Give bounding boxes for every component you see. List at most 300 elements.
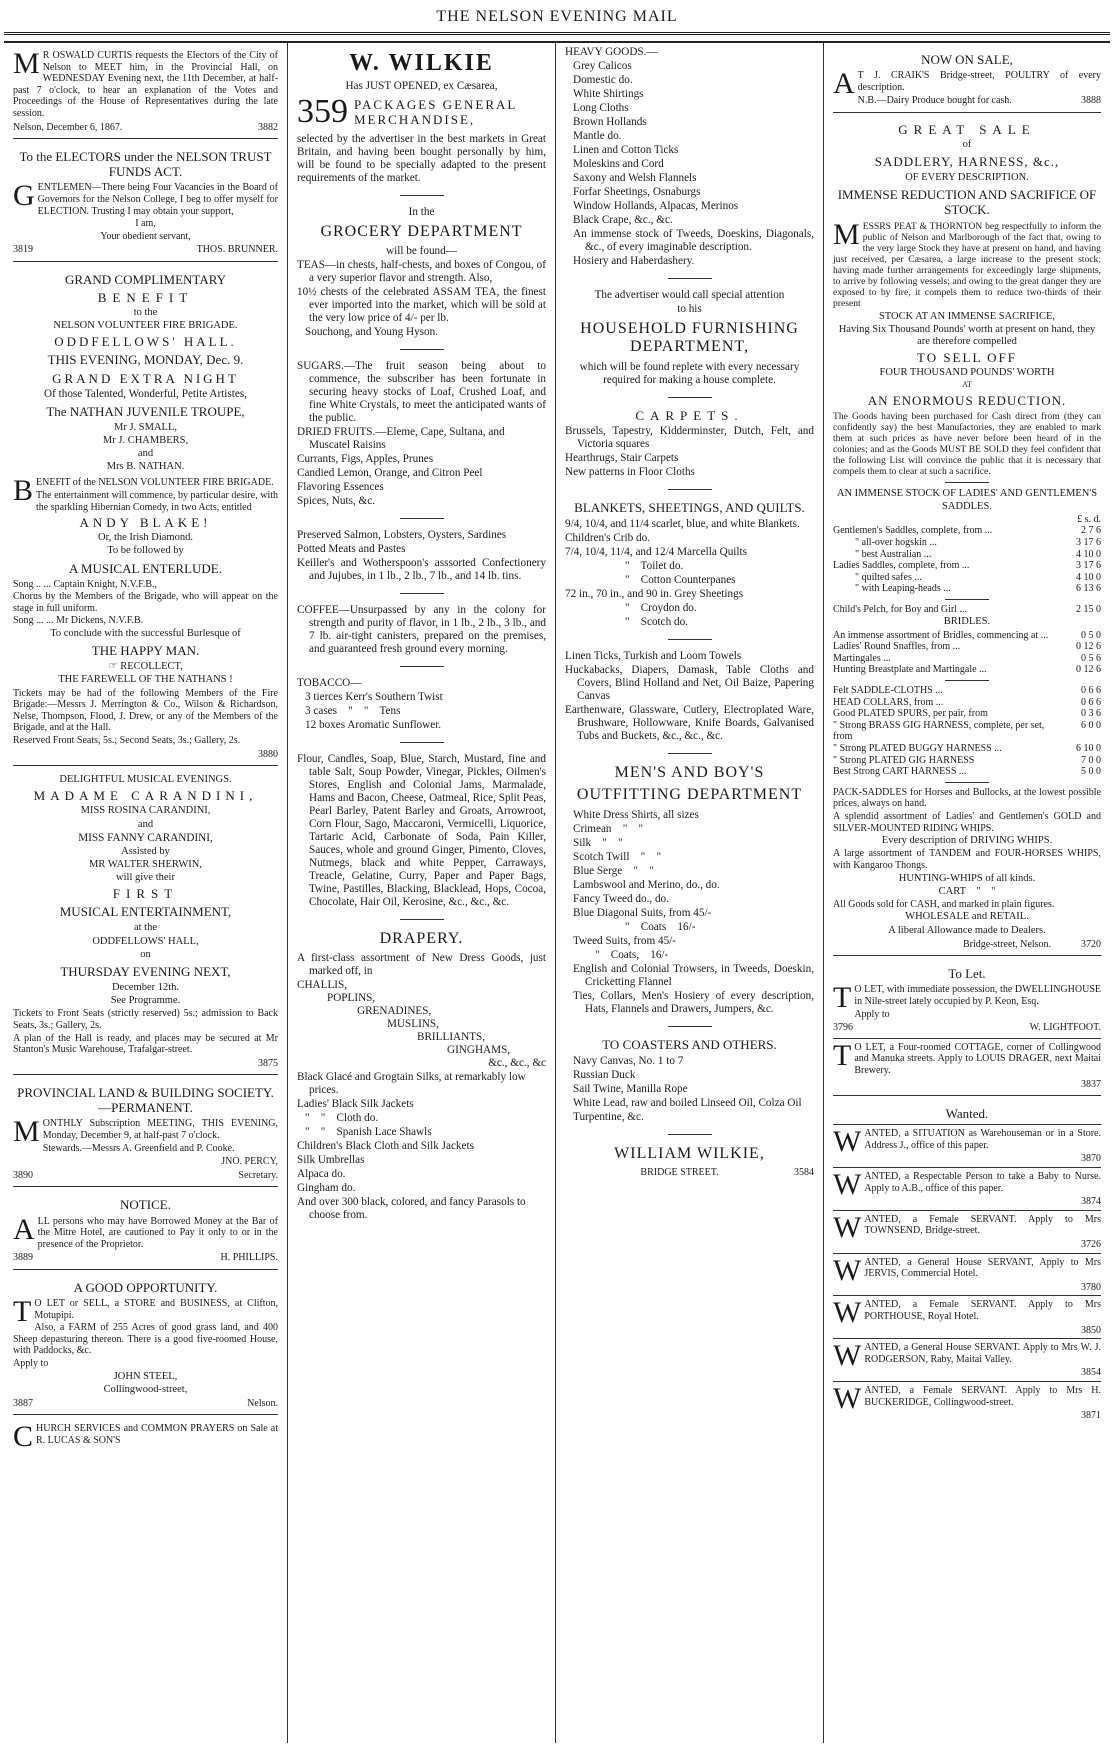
benefit-l1: GRAND COMPLIMENTARY [64,271,227,287]
wilkie-teas-1: TEAS—in chests, half-chests, and boxes of Congou, of a very superior flavor and strength. Also, [297,259,546,285]
felt-price: 0 6 6 [1081,685,1101,697]
separator [400,593,444,594]
mens-item-1: Crimean " " [573,822,644,835]
sale-signoff [833,939,1101,951]
musical-l1: MADAME CARANDINI, [33,788,258,804]
wilkie-fabric-6: &c., &c., &c [488,1057,546,1070]
sale-p8: The Goods having been purchased for Cash direct from (they can confidently say) the best Manufactories, they are enabled to mark them at such prices as have never before been heard of in the colonies; and as the Goods MUST BE SOLD they feel confident that the following List will convince the public that it is necessary that compels them to clear at such a sacrifice. [833,410,1101,478]
table-row [833,560,1101,572]
column-2 [288,43,556,1743]
column-1 [4,43,288,1743]
separator [668,639,712,640]
wilkie-preserved-1: Potted Meats and Pastes [297,543,406,556]
musical-l4: MISS FANNY CARANDINI, [78,831,213,844]
wanted-item [833,1124,1101,1167]
table-row [833,743,1101,755]
provincial-signoff [13,1170,278,1182]
wilkie-tobacco-1: 3 tierces Kerr's Southern Twist [305,691,443,704]
ad-notice [13,1191,278,1269]
saddle-desc: " quilted safes ... [855,571,922,583]
tolet-num-2: 3837 [1081,1078,1101,1090]
heavy-item-7: Moleskins and Cord [573,157,664,170]
separator [400,666,444,667]
benefit-l9: The NATHAN JUVENILE TROUPE, [46,403,245,419]
wilkie-fruit-0: DRIED FRUITS.—Eleme, Cape, Sultana, and Muscatel Raisins [297,426,505,452]
benefit-song-3: Song ... ... Mr Dickens, N.V.F.B. [13,615,144,627]
blanket-item-0: 9/4, 10/4, and 11/4 scarlet, blue, and white Blankets. [565,517,800,530]
mens-heading-1: MEN'S AND BOY'S [614,763,765,781]
wilkie-teas-2: 10½ chests of the celebrated ASSAM TEA, the finest ever imported into the market, which will be sold at the very low price of 4/- per lb. [297,286,546,325]
wilkie-in-the: In the [408,205,435,218]
separator [400,919,444,920]
benefit-l7: GRAND EXTRA NIGHT [52,370,239,386]
benefit-num: 3880 [258,748,278,760]
opportunity-name: JOHN STEEL, [113,1370,178,1382]
coaster-item-3: White Lead, raw and boiled Linseed Oil, Colza Oil [573,1096,802,1109]
table-row [833,664,1101,676]
craik-heading: NOW ON SALE, [921,52,1013,67]
mens-item-9: Tweed Suits, from 45/- [573,934,676,947]
benefit-p12: Reserved Front Seats, 5s.; Second Seats, 3s.; Gallery, 2s. [13,734,241,746]
blanket-item-5: 72 in., 70 in., and 90 in. Grey Sheetings [565,587,744,600]
bridle-desc: Ladies' Round Snaffles, from ... [833,641,961,653]
ad-electors [13,143,278,262]
saddle-price: 3 17 6 [1076,560,1101,572]
mens-item-7: Blue Diagonal Suits, from 45/- [573,906,712,919]
table-row [833,697,1101,709]
column-3 [556,43,824,1743]
heavy-item-1: Domestic do. [573,73,633,86]
musical-p2: A plan of the Hall is ready, and places may be secured at Mr Stanton's Music Warehouse, Trafalgar-street. [13,1032,278,1056]
bridles-heading: BRIDLES. [943,616,991,628]
wilkie-packages-block [297,92,546,130]
bridles-table [833,630,1101,676]
wilkie-drapery-item-6: Alpaca do. [297,1168,346,1181]
table-row [833,720,1101,743]
felt-desc: Felt SADDLE-CLOTHS ... [833,685,943,697]
ad-church [13,1419,278,1452]
benefit-l12: and [137,448,154,460]
benefit-p1: BENEFIT of the NELSON VOLUNTEER FIRE BRIGADE. [13,474,274,508]
provincial-num: 3890 [13,1169,33,1181]
provincial-sig-row [13,1156,278,1168]
felt-price: 7 0 0 [1081,754,1101,766]
sale-l3: SADDLERY, HARNESS, &c., [874,154,1060,170]
sale-p6: AT [962,380,972,390]
sale-p3: Having Six Thousand Pounds' worth at present on hand, they are therefore compelled [838,323,1096,347]
table-row [833,572,1101,584]
benefit-l8: Of those Talented, Wonderful, Petite Artistes, [44,387,247,400]
wilkie-fabric-3: MUSLINS, [387,1018,439,1031]
curtis-num: 3882 [258,121,278,133]
wilkie-tobacco-2: 3 cases " " Tens [305,705,401,717]
wanted-item [833,1381,1101,1424]
mens-item-0: White Dress Shirts, all sizes [573,808,699,821]
opportunity-apply: Apply to [13,1357,49,1369]
table-row [833,766,1101,778]
opportunity-text: TO LET or SELL, a STORE and BUSINESS, at Clifton, Motupipi. [13,1294,278,1328]
table-row [833,549,1101,561]
notice-text: ALL persons who may have Borrowed Money at the Bar of the Mitre Hotel, are cautioned to Pay it only to or in the presence of the Proprietor. [13,1212,278,1250]
household-replete: which will be found replete with every necessary required for making a house complete. [579,360,800,386]
separator [668,489,712,490]
craik-nb: N.B.—Dairy Produce bought for cash. [857,95,1012,107]
table-row [833,537,1101,549]
sale-l1: GREAT SALE [898,121,1036,137]
wilkie-drapery-intro: A first-class assortment of New Dress Goods, just marked off, in [297,952,546,978]
heavy-item-0: Grey Calicos [573,59,632,72]
bridle-desc: Martingales ... [833,652,891,664]
notice-sig: H. PHILLIPS. [220,1252,278,1264]
bridle-desc: Hunting Breastplate and Martingale ... [833,664,987,676]
benefit-p10: THE FAREWELL OF THE NATHANS ! [58,674,233,686]
separator [400,518,444,519]
curtis-text: MR OSWALD CURTIS requests the Electors of the City of Nelson to MEET him, in the Provincial Hall, on WEDNESDAY Evening next, the 11th December, at half-past 7 o'clock, to hear an explanation of the Votes and Proceedings of the House of Representatives during the late session. [13,47,278,119]
separator [668,397,712,398]
wilkie-drapery-item-2: " " Cloth do. [305,1112,379,1125]
musical-l7: will give their [116,872,175,884]
wilkie-intro: selected by the advertiser in the best markets in Great Britain, and having been bought personally by him, will be found to be specially adapted to the present requirements of the market. [297,132,546,184]
wilkie-fabric-2: GRENADINES, [357,1005,432,1018]
sale-p4: TO SELL OFF [916,350,1017,366]
musical-signoff [13,1058,278,1070]
heavy-goods-heading: HEAVY GOODS.— [565,46,658,58]
provincial-stewards: Stewards.—Messrs A. Greenfield and P. Cooke. [42,1142,235,1154]
benefit-signoff [13,749,278,761]
craik-text: AT J. CRAIK'S Bridge-street, POULTRY of every description. [833,67,1101,101]
mens-item-5: Lambswool and Merino, do., do. [573,878,720,891]
separator [945,782,989,783]
benefit-song-1: Song .. ... Captain Knight, N.V.F.B., [13,578,158,590]
ad-to-let [833,960,1101,1096]
blanket-item-2: 7/4, 10/4, 11/4, and 12/4 Marcella Quilts [565,545,747,558]
felt-price: 0 6 6 [1081,696,1101,708]
ad-craik [833,46,1101,113]
musical-l2: MISS ROSINA CARANDINI, [80,805,211,817]
electors-sig: THOS. BRUNNER. [196,244,278,256]
sale-driving: Every description of DRIVING WHIPS. [881,835,1053,847]
blankets-heading: BLANKETS, SHEETINGS, AND QUILTS. [574,499,805,515]
ad-opportunity [13,1274,278,1416]
felt-table [833,685,1101,778]
musical-l5: Assisted by [121,845,170,857]
heavy-item-6: Linen and Cotton Ticks [573,143,679,156]
musical-l14: December 12th. [111,982,180,994]
tolet-signoff-1 [833,1022,1101,1034]
benefit-l2: BENEFIT [97,289,194,305]
wilkie-fruit-4: Spices, Nuts, &c. [297,495,375,508]
heavy-item-13: Hosiery and Haberdashery. [573,254,695,267]
mens-item-6: Fancy Tweed do., do. [573,892,669,905]
curtis-signoff [13,122,278,134]
child-price: 2 15 0 [1076,603,1101,615]
carpet-item-1: Hearthrugs, Stair Carpets [565,451,679,464]
heavy-item-10: Window Hollands, Alpacas, Merinos [573,199,739,212]
wanted-num: 3850 [1081,1324,1101,1336]
benefit-l13: Mrs B. NATHAN. [106,461,185,473]
benefit-p11: Tickets may be had of the following Members of the Fire Brigade:—Messrs J. Merrington & Co., Wilson & Richardson, Nelse, Thompson, Flood, J. Drew, or any of the Members of the Brigade, and at the Hall. [13,687,278,734]
wanted-item [833,1253,1101,1296]
saddle-desc: " all-over hogskin ... [855,536,937,548]
wilkie-fabric-1: POPLINS, [327,992,376,1005]
wanted-text: WANTED, a General House SERVANT, Apply to Mrs JERVIS, Commercial Hotel. [833,1253,1101,1287]
heavy-item-12: An immense stock of Tweeds, Doeskins, Diagonals, &c., of every imaginable description. [573,227,814,253]
attention-1: The advertiser would call special attention [594,288,785,301]
table-row [833,525,1101,537]
table-row [833,685,1101,697]
provincial-sig1: JNO. PERCY, [221,1156,278,1168]
opportunity-place: Nelson. [247,1397,278,1409]
wilkie-drapery: DRAPERY. [379,929,464,947]
mens-item-12: Ties, Collars, Men's Hosiery of every description, Hats, Flannels and Drawers, Jumpers, &c. [573,989,814,1015]
saddle-desc: Gentlemen's Saddles, complete, from ... [833,525,993,537]
church-text: CHURCH SERVICES and COMMON PRAYERS on Sale at R. LUCAS & SON'S [13,1420,278,1454]
musical-l9: MUSICAL ENTERTAINMENT, [59,904,232,920]
tolet-sig-1: W. LIGHTFOOT. [1029,1022,1101,1034]
attention-2: to his [677,302,702,315]
sale-lsd: £ s. d. [1077,513,1101,525]
saddles-table [833,525,1101,595]
wanted-heading: Wanted. [945,1106,989,1122]
craik-signoff [858,95,1101,107]
heavy-item-8: Saxony and Welsh Flannels [573,171,697,184]
felt-desc: HEAD COLLARS, from ... [833,696,944,708]
wanted-num: 3871 [1081,1410,1101,1422]
carpet-item-0: Brussels, Tapestry, Kidderminster, Dutch, Felt, and Victoria squares [565,424,814,450]
table-row [833,653,1101,665]
wilkie-drapery-item-4: Children's Black Cloth and Silk Jackets [297,1140,474,1153]
bridle-price: 0 5 0 [1081,629,1101,641]
bridle-desc: An immense assortment of Bridles, commencing at ... [833,629,1049,641]
wanted-text: WANTED, a Female SERVANT. Apply to Mrs TOWNSEND, Bridge-street. [833,1210,1101,1244]
wilkie-grocery: GROCERY DEPARTMENT [320,222,523,240]
mens-item-2: Silk " " [573,836,623,849]
separator [668,1026,712,1027]
wilkie-fruit-1: Currants, Figs, Apples, Prunes [297,453,434,466]
separator [400,195,444,196]
bridle-price: 0 12 6 [1076,641,1101,653]
tolet-text-2: TO LET, a Four-roomed COTTAGE, corner of Collingwood and Manuka streets. Apply to LOUIS DRAGER, next Maitai Brewery. [833,1038,1101,1077]
sale-l5: IMMENSE REDUCTION AND SACRIFICE OF STOCK. [837,187,1097,218]
benefit-song-2: Chorus by the Members of the Brigade, who will appear on the stage in full uniform. [13,591,278,614]
heavy-item-9: Forfar Sheetings, Osnaburgs [573,185,701,198]
sale-wholesale: WHOLESALE and RETAIL. [905,911,1029,923]
wwilkie-name: WILLIAM WILKIE, [614,1144,765,1162]
electors-closing-2: Your obedient servant, [100,230,191,242]
table-row [833,630,1101,642]
wanted-num: 3854 [1081,1367,1101,1379]
saddle-price: 6 13 6 [1076,583,1101,595]
ad-benefit [13,266,278,766]
linen-item-1: Huckabacks, Diapers, Damask, Table Cloths and Covers, Blind Holland and Net, Oil Baize, Papering Canvas [565,663,814,702]
carpet-item-2: New patterns in Floor Cloths [565,465,695,478]
wanted-text: WANTED, a SITUATION as Warehouseman or in a Store. Address J., office of this paper. [833,1125,1101,1159]
sale-num: 3720 [1081,938,1101,950]
separator [400,742,444,743]
musical-l12: on [140,948,151,960]
sale-whips: A splendid assortment of Ladies' and Gentlemen's GOLD and SILVER-MOUNTED RIDING WHIPS. [833,810,1101,834]
separator [668,753,712,754]
separator [945,599,989,600]
provincial-text: MONTHLY Subscription MEETING, THIS EVENING, Monday, December 9, at half-past 7 o'clock. [13,1115,278,1149]
musical-l10: at the [133,922,158,934]
benefit-l4: NELSON VOLUNTEER FIRE BRIGADE. [53,320,238,332]
electors-num: 3819 [13,244,33,256]
heavy-item-11: Black Crape, &c., &c. [573,213,673,226]
notice-num: 3889 [13,1252,33,1264]
mens-item-8: " Coats 16/- [625,920,696,933]
wanted-item [833,1167,1101,1210]
mens-heading-2: OUTFITTING DEPARTMENT [576,786,803,804]
saddle-price: 4 10 0 [1076,548,1101,560]
sale-pack: PACK-SADDLES for Horses and Bullocks, at the lowest possible prices, always on hand. [833,786,1101,810]
wanted-item [833,1295,1101,1338]
electors-signoff [13,244,278,256]
sale-p7: AN ENORMOUS REDUCTION. [867,392,1067,408]
electors-closing-1: I am, [135,218,156,230]
sale-l2: of [962,138,972,150]
wilkie-drapery-item-1: Ladies' Black Silk Jackets [297,1098,414,1111]
wwilkie-num: 3584 [794,1167,814,1179]
sale-allowance: A liberal Allowance made to Dealers. [888,924,1046,936]
wilkie-tobacco: TOBACCO— [297,677,362,690]
wanted-signoff [864,1282,1101,1294]
sale-cart: CART " " [938,885,996,897]
tolet-heading: To Let. [948,966,986,982]
curtis-date: Nelson, December 6, 1867. [13,121,123,133]
newspaper-page [0,43,1114,1743]
felt-price: 6 10 0 [1076,742,1101,754]
heavy-item-2: White Shirtings [573,87,644,100]
blanket-item-6: " Croydon do. [625,601,697,614]
ad-provincial [13,1079,278,1187]
benefit-p3: ANDY BLAKE! [79,515,212,531]
wanted-text: WANTED, a General House SERVANT. Apply to Mrs W. J. RODGERSON, Raby, Maitai Valley. [833,1339,1101,1373]
sale-hunting: HUNTING-WHIPS of all kinds. [898,872,1036,884]
coaster-item-0: Navy Canvas, No. 1 to 7 [573,1054,684,1067]
saddle-price: 3 17 6 [1076,536,1101,548]
sale-stock-heading: AN IMMENSE STOCK OF LADIES' AND GENTLEMEN'S SADDLES. [836,488,1098,512]
electors-text: GENTLEMEN—There being Four Vacancies in the Board of Governors for the Nelson College, I beg to offer myself for ELECTION. Trusting I may obtain your support, [13,179,278,217]
benefit-l5: ODDFELLOWS' HALL. [54,334,237,350]
wilkie-teas-3: Souchong, and Young Hyson. [305,326,439,339]
wanted-text: WANTED, a Respectable Person to take a Baby to Nurse. Apply to A.B., office of this paper. [833,1168,1101,1202]
wilkie-found: will be found— [386,245,457,258]
wilkie-drapery-item-3: " " Spanish Lace Shawls [305,1126,432,1139]
wilkie-fabric-5: GINGHAMS, [447,1044,511,1057]
wilkie-fabric-4: BRILLIANTS, [417,1031,486,1044]
musical-num: 3875 [258,1057,278,1069]
musical-heading: DELIGHTFUL MUSICAL EVENINGS. [59,774,232,786]
benefit-l6: THIS EVENING, MONDAY, Dec. 9. [47,352,244,368]
wanted-signoff [864,1153,1101,1165]
wilkie-drapery-item-7: Gingham do. [297,1182,356,1195]
wilkie-fabric-0: CHALLIS, [297,979,348,992]
wilkie-flour: Flour, Candles, Soap, Blue, Starch, Mustard, fine and table Salt, Soup Powder, Vinegar, Pickles, Oilmen's Stores, English and Colonial Jams, Marmalade, Hams and Bacon, Cheese, Oatmeal, Rice, Split Peas, Pearl Barley, Patent Barley and Groats, Arrowroot, Corn Flour, Sago, Maccaroni, Vermicelli, Liquorice, Tartaric Acid, Carbonate of Soda, Pain Killer, Sauces, whole and ground Ginger, Pimento, Cloves, Nutmegs, black and white Pepper, Carraways, Treacle, Gelatine, Curry, Paper and Paper Bags, Twine, Pastilles, Blacking, Blacklead, Hops, Cocoa, Chocolate, Hair Oil, Kerosine, &c., &c., &c. [297,752,546,908]
blanket-item-4: " Cotton Counterpanes [625,573,736,586]
wilkie-tobacco-3: 12 boxes Aromatic Sunflower. [305,718,442,731]
heavy-item-3: Long Cloths [573,101,629,114]
bridle-price: 0 5 6 [1081,652,1101,664]
separator [945,680,989,681]
mens-item-10: " Coats, 16/- [595,948,669,961]
benefit-l10: Mr J. SMALL, [113,421,177,433]
benefit-p7: To conclude with the successful Burlesque of [50,628,241,640]
tolet-apply: Apply to [854,1008,890,1020]
wwilkie-signoff [565,1167,814,1179]
provincial-heading: PROVINCIAL LAND & BUILDING SOCIETY.—PERMANENT. [17,1085,274,1116]
opportunity-addr: Collingwood-street, [103,1383,188,1395]
sale-l4: OF EVERY DESCRIPTION. [905,172,1029,184]
masthead-rule [4,32,1110,43]
wilkie-drapery-item-5: Silk Umbrellas [297,1154,365,1167]
saddle-price: 2 7 6 [1081,525,1101,537]
wanted-item [833,1338,1101,1381]
wanted-signoff [864,1239,1101,1251]
saddle-desc: " with Leaping-heads ... [855,583,951,595]
ad-wanted [833,1100,1101,1429]
sale-p2: STOCK AT AN IMMENSE SACRIFICE, [878,310,1056,322]
blanket-item-3: " Toilet do. [625,559,684,572]
heavy-item-4: Brown Hollands [573,115,647,128]
felt-desc: " Strong PLATED GIG HARNESS [833,754,975,766]
heavy-item-5: Mantle do. [573,129,622,142]
benefit-p2: The entertainment will commence, by particular desire, with the sparkling Hibernian Comedy, in two Acts, entitled [36,489,278,513]
column-4 [824,43,1110,1743]
ad-musical [13,770,278,1075]
sale-tandem: A large assortment of TANDEM and FOUR-HORSES WHIPS, with Kangaroo Thongs. [833,848,1101,871]
ad-great-sale [833,117,1101,957]
wanted-num: 3726 [1081,1239,1101,1251]
saddle-desc: Ladies Saddles, complete, from ... [833,560,970,572]
felt-desc: " Strong PLATED BUGGY HARNESS ... [833,742,1002,754]
wanted-text: WANTED, a Female SERVANT. Apply to Mrs PORTHOUSE, Royal Hotel. [833,1296,1101,1330]
wanted-num: 3780 [1081,1281,1101,1293]
benefit-p5: To be followed by [107,545,184,557]
felt-price: 0 3 6 [1081,708,1101,720]
table-row [833,583,1101,595]
wilkie-sugars: SUGARS.—The fruit season being about to commence, the subscriber has been fortunate in securing heavy stocks of Loaf, Crushed Loaf, and fine White Crystals, to meet the anticipated wants of the public. [297,360,546,425]
table-row [833,708,1101,720]
wilkie-fruit-3: Flavoring Essences [297,481,384,494]
wwilkie-bridge: BRIDGE STREET. [640,1167,719,1179]
mens-item-11: English and Colonial Trowsers, in Tweeds, Doeskin, Cricketting Flannel [573,962,814,988]
sale-p5: FOUR THOUSAND POUNDS' WORTH [879,367,1055,379]
coaster-item-1: Russian Duck [573,1068,636,1081]
felt-price: 5 0 0 [1081,766,1101,778]
felt-price: 6 0 0 [1081,719,1101,731]
table-row [833,755,1101,767]
wanted-signoff [864,1325,1101,1337]
wilkie-drapery-item-0: Black Glacé and Grogtain Silks, at remarkably low prices. [297,1071,526,1097]
sale-cash: All Goods sold for CASH, and marked in plain figures. [833,898,1055,910]
separator [668,1134,712,1135]
saddle-desc: " best Australian ... [855,548,932,560]
blanket-item-1: Children's Crib do. [565,531,650,544]
coaster-item-4: Turpentine, &c. [573,1110,644,1123]
coasters-heading: TO COASTERS AND OTHERS. [602,1036,777,1052]
provincial-sig2: Secretary. [238,1169,278,1181]
musical-l6: MR WALTER SHERWIN, [89,858,202,870]
benefit-l3: to the [133,307,158,319]
wanted-signoff [864,1410,1101,1422]
notice-signoff [13,1252,278,1264]
sale-p1: MESSRS PEAT & THORNTON beg respectfully to inform the public of Nelson and Marlborough of the fact that, owing to the very large Stock they have at present on hand, and having just received, per Cæsarea, a large increase to the present stock; having made further arrangements for exceedingly large shipments, to arrive by following vessels; and owing to the great danger they are exposed to by fire, it compels them to reduce two-thirds of their present [833,217,1101,310]
table-row [833,641,1101,653]
linen-item-2: Earthenware, Glassware, Cutlery, Electroplated Ware, Brushware, Hollowware, Knife Boards, Galvanised Tubs and Buckets, &c., &c., &c. [565,703,814,742]
mens-item-3: Scotch Twill " " [573,850,662,863]
wilkie-drapery-item-8: And over 300 black, colored, and fancy Parasols to choose from. [297,1196,526,1222]
